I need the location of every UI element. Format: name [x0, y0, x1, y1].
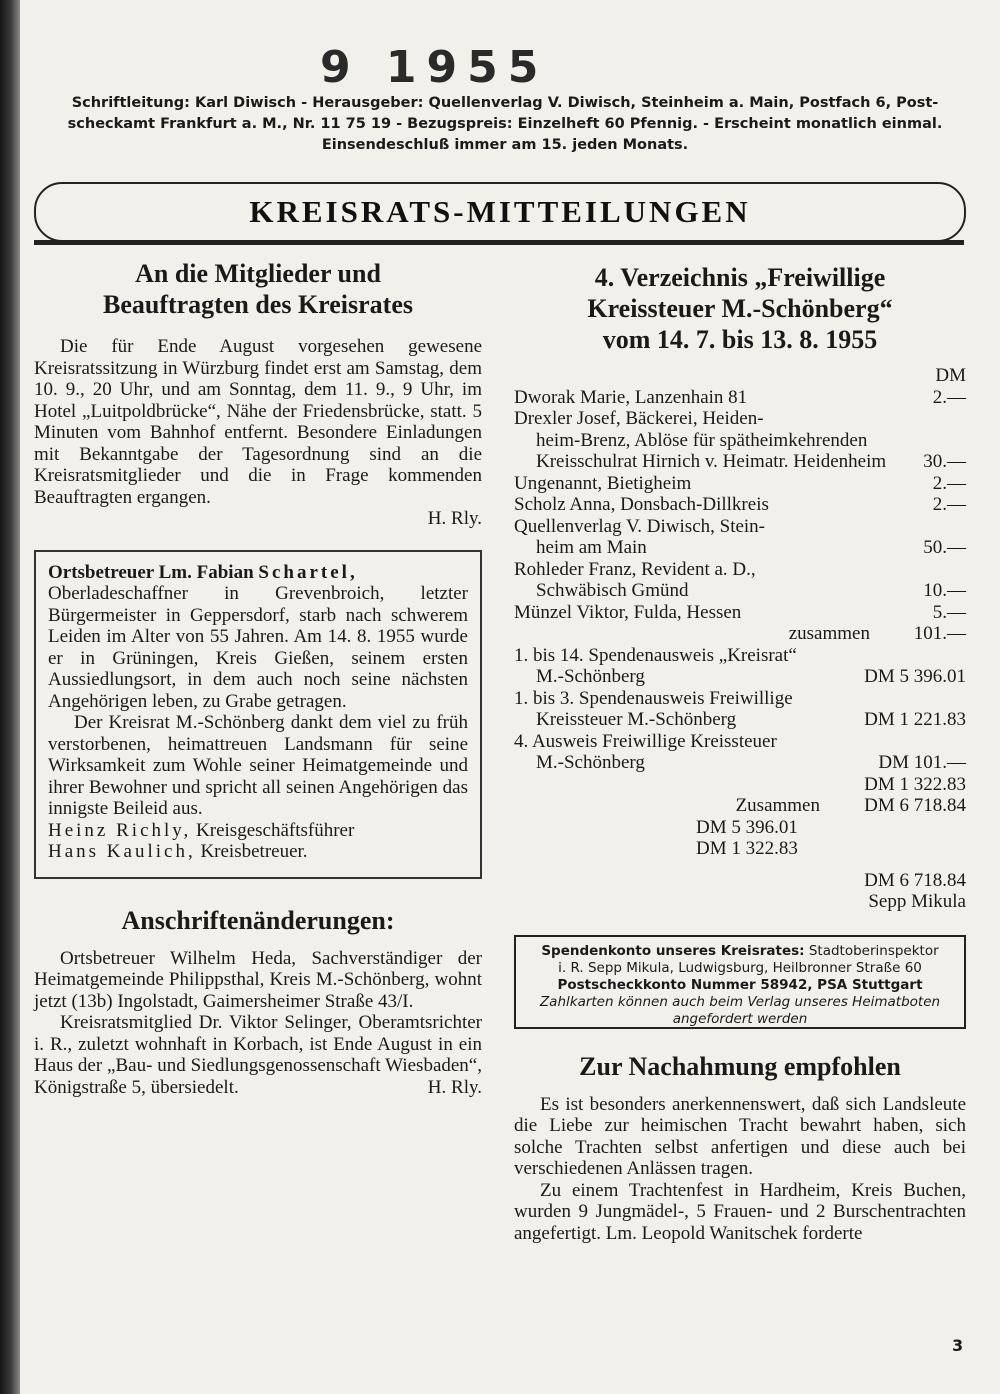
obituary-signer-2-name: Hans Kaulich, — [48, 841, 196, 862]
address-change-2: Kreisratsmitglied Dr. Viktor Selinger, Oberamtsrichter i. R., zuletzt wohnhaft in Korbach, ist Ende August in ein Haus der „Bau- und Siedlungsgenossenschaft Wiesbaden“, Königstraße 5, übersiedelt. — [34, 1012, 482, 1098]
address-change-1: Ortsbetreuer Wilhelm Heda, Sachverständiger der Heimatgemeinde Philippsthal, Kreis M.-Schönberg, wohnt jetzt (13b) Ingolstadt, Gaimersheimer Straße 43/I. — [34, 947, 482, 1012]
obituary-signer-2-role: Kreisbetreuer. — [200, 841, 308, 862]
address-changes-signature: H. Rly. — [427, 1077, 482, 1098]
donations-summary — [514, 645, 966, 913]
donor-name-line-1: Rohleder Franz, Revident a. D., — [514, 558, 756, 580]
donation-amount: 2.— — [932, 386, 966, 408]
article-members-title-line-1: An die Mitglieder und — [135, 259, 381, 288]
obituary-signer-1-name: Heinz Richly, — [48, 819, 192, 841]
donation-amount: 50.— — [923, 537, 966, 558]
recommendation-p2: Zu einem Trachtenfest in Hardheim, Kreis Buchen, wurden 9 Jungmädel-, 5 Frauen- und 2 Burschentrachten angefertigt. Lm. Leopold Wanitschek forderte — [514, 1179, 966, 1244]
summary-amount: DM 1 221.83 — [864, 709, 966, 730]
total-row — [514, 795, 966, 817]
donation-amount: 5.— — [932, 601, 966, 623]
donation-row — [514, 473, 966, 495]
obituary-signature-1 — [48, 820, 468, 842]
donations-title-line-3: vom 14. 7. bis 13. 8. 1955 — [602, 325, 878, 354]
donation-row — [514, 387, 966, 409]
masthead — [40, 93, 970, 156]
check-sum-2: DM 1 322.83 — [696, 838, 798, 859]
donations-title-line-2: Kreissteuer M.-Schönberg“ — [587, 294, 893, 323]
address-changes-title: Anschriftenänderungen: — [121, 905, 395, 935]
summary-label-line-1: 1. bis 14. Spendenausweis „Kreisrat“ — [514, 644, 797, 666]
konto-bold-label: Spendenkonto unseres Kreisrates: — [541, 942, 805, 959]
total-amount: DM 6 718.84 — [864, 795, 966, 816]
recommendation-article — [514, 1051, 966, 1245]
check-sum-1: DM 5 396.01 — [696, 816, 798, 838]
article-members-body: Die für Ende August vorgesehen gewesene Kreisratssitzung in Würzburg findet erst am Samstag, dem 10. 9., 20 Uhr, und am Sonntag, dem 11. 9., 9 Uhr, im Hotel „Luitpoldbrücke“, Nähe der Friedensbrücke, statt. 5 Minuten vom Bahnhof entfernt. Besondere Einladungen mit Bekanntgabe der Tagesordnung sind an die Kreisratsmitglieder und die in Frage kommenden Beauftragten ergangen. — [34, 336, 482, 508]
final-total: DM 6 718.84 — [864, 869, 966, 891]
recommendation-p1: Es ist besonders anerkennenswert, daß sich Landsleute die Liebe zur heimischen Tracht bewahrt haben, sich solche Trachten selbst anfertigen und diese auch bei verschiedenen Anlässen tragen. — [514, 1093, 966, 1179]
konto-line-2: i. R. Sepp Mikula, Ludwigsburg, Heilbronner Straße 60 — [558, 959, 922, 976]
summary-label — [514, 731, 840, 774]
konto-line-4: Zahlkarten können auch beim Verlag unseres Heimatboten angefordert werden — [539, 993, 941, 1027]
article-members — [34, 258, 482, 530]
donor-name — [514, 559, 910, 602]
konto-line-1-rest: Stadtoberinspektor — [808, 942, 939, 959]
issue-date: 9 1955 — [320, 42, 549, 93]
article-members-title-line-2: Beauftragten des Kreisrates — [102, 290, 413, 319]
article-members-signature: H. Rly. — [427, 508, 482, 529]
recommendation-title: Zur Nachahmung empfohlen — [579, 1051, 901, 1081]
donation-account-box — [514, 935, 966, 1029]
summary-label-line-1: 1. bis 3. Spendenausweis Freiwillige — [514, 687, 793, 709]
donation-row — [514, 516, 966, 559]
donations-title-line-1: 4. Verzeichnis „Freiwillige — [594, 263, 886, 292]
obituary-heading — [48, 562, 468, 584]
donation-amount: 2.— — [932, 494, 966, 515]
right-column — [514, 262, 966, 1244]
article-members-title — [34, 258, 482, 320]
donor-name — [514, 516, 910, 559]
donor-name-line-2: heim am Main — [536, 537, 647, 558]
obituary-body-2: Der Kreisrat M.-Schönberg dankt dem viel zu früh verstorbenen, heimattreuen Landsmann für seine Wirksamkeit zum Wohle seiner Heimatgemeinde und ihrer Bewohner und spricht all seinen Angehörigen das innigste Beileid aus. — [48, 712, 468, 819]
summary-row — [514, 688, 966, 731]
donation-row — [514, 408, 966, 473]
subtotal-amount: 101.— — [913, 623, 966, 644]
summary-row — [514, 774, 966, 796]
obituary-heading-name: Schartel, — [258, 561, 358, 583]
donor-name: Ungenannt, Bietigheim — [514, 472, 692, 494]
donor-name-line-2: Schwäbisch Gmünd — [536, 580, 689, 601]
donations-table — [514, 365, 966, 645]
subtotal-label: zusammen — [788, 623, 870, 644]
konto-line-3: Postscheckkonto Nummer 58942, PSA Stuttgart — [557, 976, 923, 993]
obituary-heading-prefix: Ortsbetreuer Lm. Fabian — [48, 561, 254, 583]
obituary-signature-2 — [48, 841, 468, 863]
donation-row — [514, 559, 966, 602]
donation-row — [514, 602, 966, 624]
left-column — [34, 258, 482, 1099]
masthead-line-1: Schriftleitung: Karl Diwisch - Herausgeber: Quellenverlag V. Diwisch, Steinheim a. Main, Postfach 6, Post- — [71, 95, 939, 111]
banner-title: KREISRATS-MITTEILUNGEN — [249, 194, 751, 229]
donor-name: Dworak Marie, Lanzenhain 81 — [514, 386, 748, 408]
summary-label-line-2: M.-Schönberg — [536, 666, 645, 687]
address-changes — [34, 905, 482, 1099]
donations-title — [514, 262, 966, 355]
page-number: 3 — [952, 1336, 964, 1355]
summary-amount: DM 5 396.01 — [864, 666, 966, 687]
obituary-body: Oberladeschaffner in Grevenbroich, letzter Bürgermeister in Geppersdorf, starb nach schwerem Leiden im Alter von 55 Jahren. Am 14. 8. 1955 wurde er in Grüningen, Kreis Gießen, seinem ersten Aussiedlungsort, in dem auch noch seine nächsten Angehörigen leben, zu Grabe getragen. — [48, 583, 468, 712]
masthead-line-3: Einsendeschluß immer am 15. jeden Monats. — [321, 137, 689, 153]
summary-label-line-2: Kreissteuer M.-Schönberg — [536, 709, 737, 730]
donation-amount: 30.— — [923, 451, 966, 472]
donations-list — [514, 262, 966, 1029]
currency-header: DM — [935, 365, 966, 386]
donation-row — [514, 494, 966, 516]
donor-name: Scholz Anna, Donsbach-Dillkreis — [514, 494, 769, 515]
total-label: Zusammen — [735, 795, 820, 816]
summary-label-line-2: M.-Schönberg — [536, 752, 645, 773]
donor-name-line-1: Drexler Josef, Bäckerei, Heiden- — [514, 408, 764, 429]
summary-label — [514, 645, 840, 688]
donation-amount: 10.— — [923, 580, 966, 601]
donor-name-line-1: Quellenverlag V. Diwisch, Stein- — [514, 515, 766, 537]
summary-row — [514, 645, 966, 688]
donations-signature: Sepp Mikula — [868, 891, 966, 912]
donation-amount: 2.— — [932, 472, 966, 494]
summary-label-line-1: 4. Ausweis Freiwillige Kreissteuer — [514, 730, 777, 752]
summary-sum: DM 1 322.83 — [864, 773, 966, 795]
binding-edge — [0, 0, 20, 1394]
donor-name-line-2: heim-Brenz, Ablöse für spätheimkehrenden Kreisschulrat Hirnich v. Heimatr. Heidenheim — [536, 429, 887, 472]
masthead-line-2: scheckamt Frankfurt a. M., Nr. 11 75 19 - Bezugspreis: Einzelheft 60 Pfennig. - Erscheint monatlich einmal. — [67, 116, 943, 132]
konto-line-1 — [526, 943, 954, 960]
obituary-signer-1-role: Kreisgeschäftsführer — [196, 819, 355, 841]
subtotal-row — [514, 623, 966, 645]
section-banner — [34, 182, 966, 242]
donor-name: Münzel Viktor, Fulda, Hessen — [514, 601, 742, 623]
banner-rule — [34, 240, 964, 245]
summary-amount: DM 101.— — [878, 752, 966, 773]
obituary-box — [34, 550, 482, 879]
summary-row — [514, 731, 966, 774]
summary-label — [514, 688, 840, 731]
donor-name — [514, 408, 910, 473]
